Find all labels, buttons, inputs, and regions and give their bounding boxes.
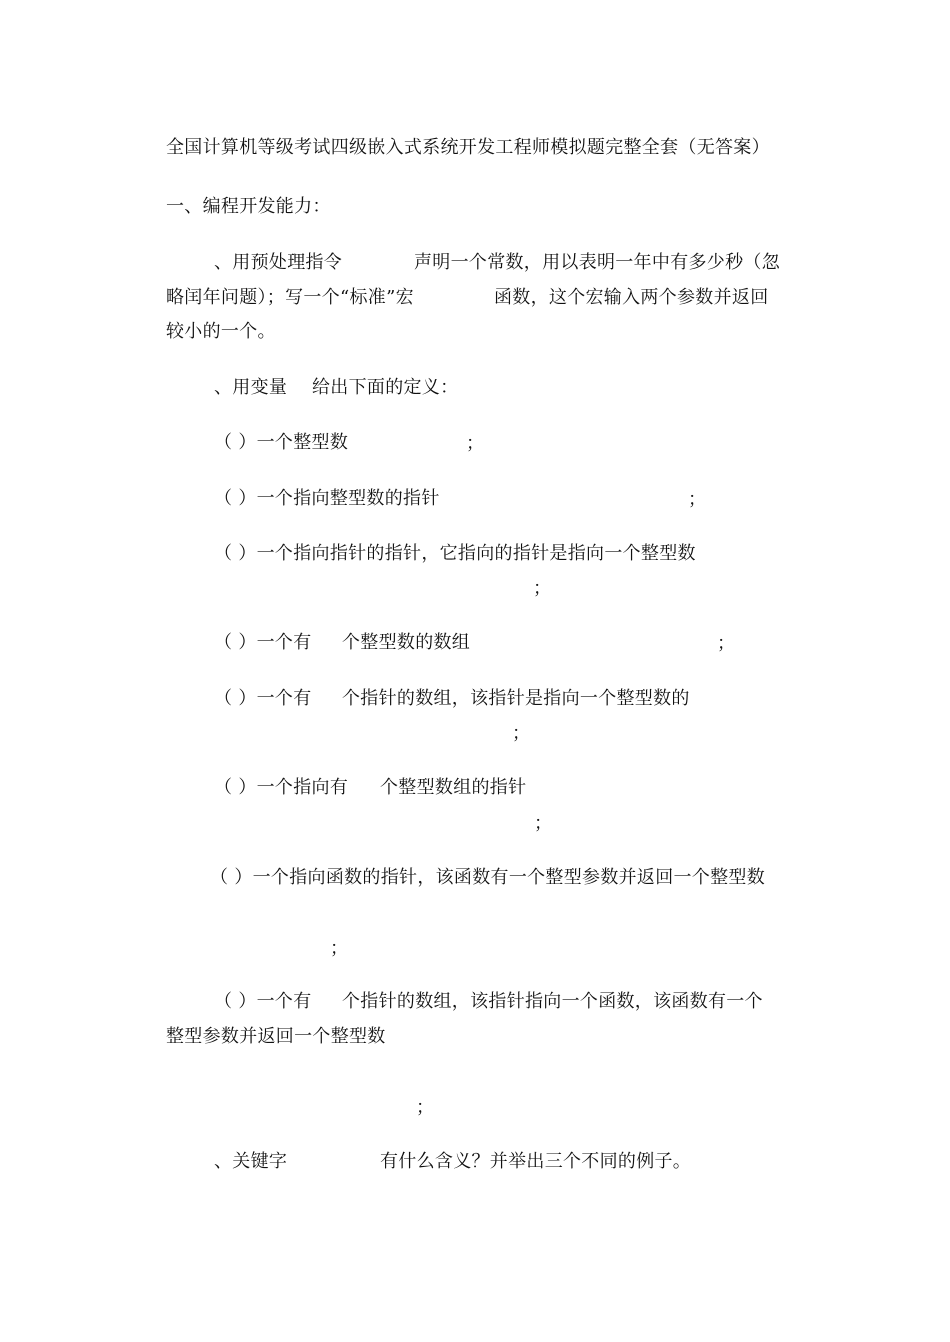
q1-line2-part2: 函数，这个宏输入两个参数并返回 xyxy=(494,287,769,308)
q1-line1-part1: 、用预处理指令 xyxy=(214,252,343,273)
q2-item-5-semicolon: ； xyxy=(512,723,530,744)
q2-item-6-semicolon: ； xyxy=(534,813,552,834)
q2-item-3-semicolon: ； xyxy=(533,578,551,599)
section-heading: 一、编程开发能力： xyxy=(166,196,331,217)
q3-part2: 有什么含义？并举出三个不同的例子。 xyxy=(380,1151,692,1172)
q2-intro-part1: 、用变量 xyxy=(214,377,288,398)
q2-item-2-semicolon: ； xyxy=(688,489,706,510)
q2-item-4-part2: 个整型数的数组 xyxy=(342,632,471,653)
q2-item-7-semicolon: ； xyxy=(330,938,348,959)
q2-item-5-part2: 个指针的数组，该指针是指向一个整型数的 xyxy=(342,688,690,709)
q2-item-3: （ ）一个指向指针的指针，它指向的指针是指向一个整型数 xyxy=(214,543,696,564)
q2-item-8-semicolon: ； xyxy=(416,1097,434,1118)
q2-item-7: （ ）一个指向函数的指针，该函数有一个整型参数并返回一个整型数 xyxy=(210,867,766,888)
q2-item-8-line2: 整型参数并返回一个整型数 xyxy=(166,1026,386,1047)
q2-item-4-semicolon: ； xyxy=(717,633,735,654)
q2-item-8-part1: （ ）一个有 xyxy=(214,991,312,1012)
q2-item-8-part2: 个指针的数组，该指针指向一个函数，该函数有一个 xyxy=(342,991,763,1012)
q2-item-1: （ ）一个整型数 xyxy=(214,432,349,453)
q3-part1: 、关键字 xyxy=(214,1151,288,1172)
q1-line1-part2: 声明一个常数，用以表明一年中有多少秒（忽 xyxy=(414,252,780,273)
q2-item-6-part2: 个整型数组的指针 xyxy=(380,777,527,798)
q1-line3: 较小的一个。 xyxy=(166,321,276,342)
q2-intro-part2: 给出下面的定义： xyxy=(312,377,459,398)
q2-item-2: （ ）一个指向整型数的指针 xyxy=(214,488,440,509)
q2-item-1-semicolon: ； xyxy=(466,433,484,454)
q2-item-5-part1: （ ）一个有 xyxy=(214,688,312,709)
q1-line2-part1: 略闰年问题）；写一个“标准”宏 xyxy=(166,287,414,308)
document-title: 全国计算机等级考试四级嵌入式系统开发工程师模拟题完整全套（无答案） xyxy=(166,137,770,158)
q2-item-4-part1: （ ）一个有 xyxy=(214,632,312,653)
q2-item-6-part1: （ ）一个指向有 xyxy=(214,777,349,798)
